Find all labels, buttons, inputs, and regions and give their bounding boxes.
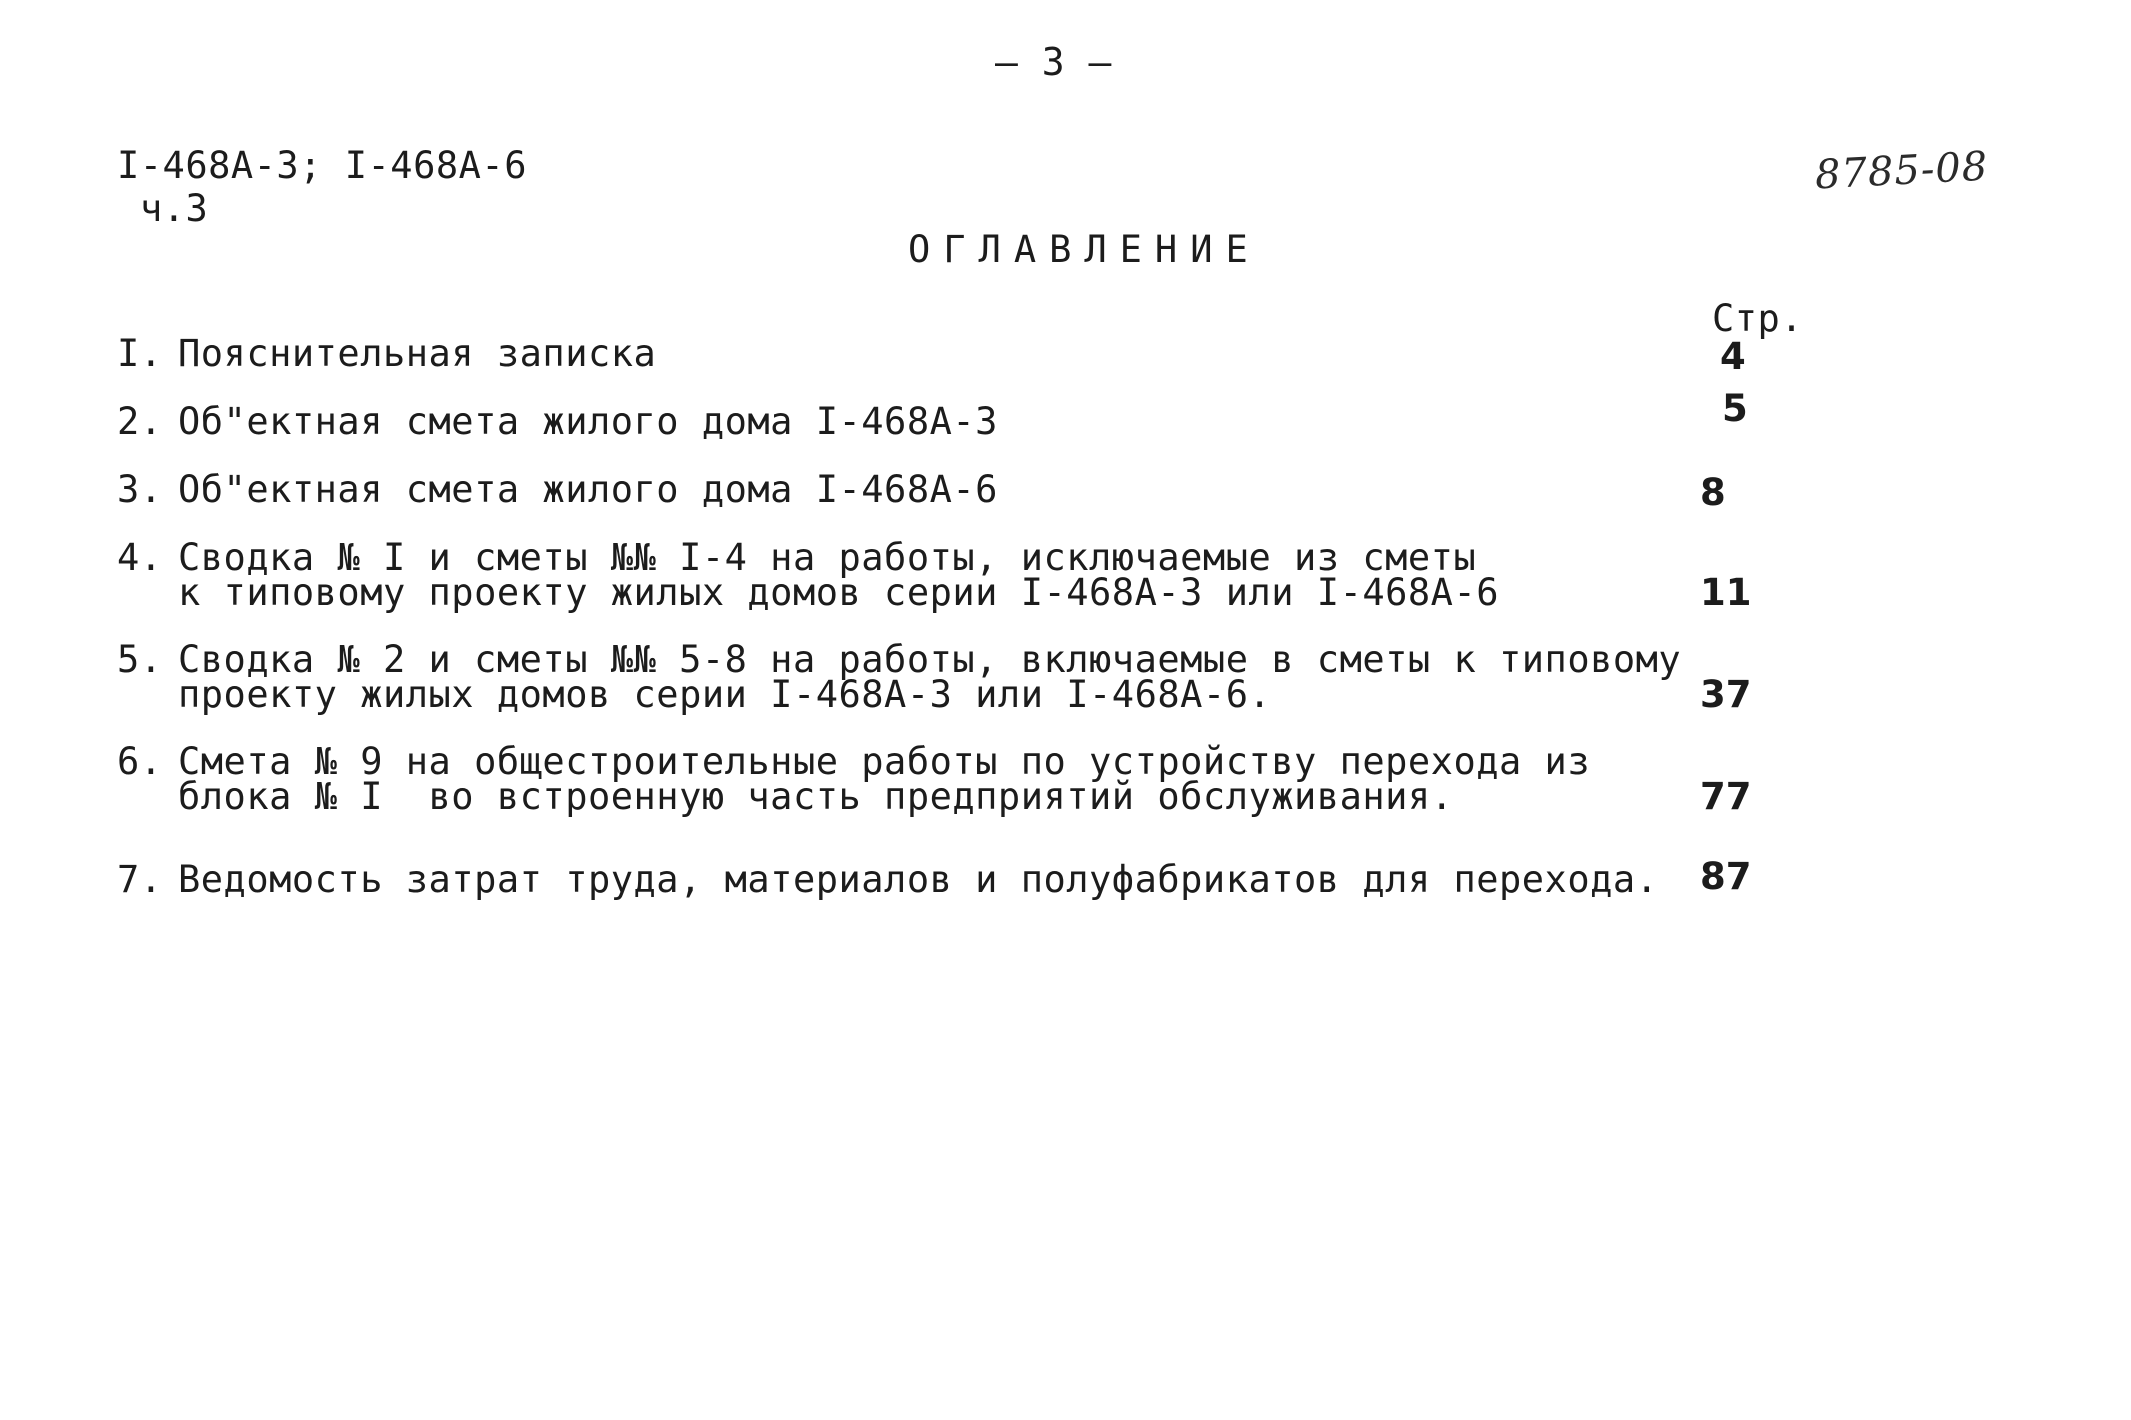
toc-item-text: Сводка № 2 и сметы №№ 5-8 на работы, включаемые в сметы к типовому <box>178 638 1682 681</box>
toc-item-text: проекту жилых домов серии I-468А-3 или I-468А-6. <box>178 673 1272 716</box>
toc-item-text: блока № I во встроенную часть предприятий обслуживания. <box>178 775 1454 818</box>
toc-item-text: Смета № 9 на общестроительные работы по устройству перехода из <box>178 740 1591 783</box>
toc-item-page: 11 <box>1700 571 1752 614</box>
toc-item-number: 3. <box>117 468 163 511</box>
toc-item-number: 4. <box>117 536 163 579</box>
archive-number: 8785-08 <box>1813 143 1990 199</box>
toc-item-page: 5 <box>1722 387 1748 430</box>
toc-item-number: 5. <box>117 638 163 681</box>
toc-item-text: Пояснительная записка <box>178 332 657 375</box>
toc-item-number: 6. <box>117 740 163 783</box>
toc-item-page: 4 <box>1720 335 1746 378</box>
toc-item-page: 8 <box>1700 471 1726 514</box>
toc-item-text: Об"ектная смета жилого дома I-468А-6 <box>178 468 998 511</box>
page-number: – 3 – <box>995 40 1112 84</box>
toc-item-number: 7. <box>117 858 163 901</box>
toc-item-page: 37 <box>1700 673 1752 716</box>
toc-item-text: Об"ектная смета жилого дома I-468А-3 <box>178 400 998 443</box>
toc-item-text: Ведомость затрат труда, материалов и полуфабрикатов для перехода. <box>178 858 1659 901</box>
toc-item-text: к типовому проекту жилых домов серии I-468А-3 или I-468А-6 <box>178 571 1500 614</box>
document-part: ч.3 <box>140 187 209 230</box>
toc-item-page: 87 <box>1700 855 1752 898</box>
toc-item-page: 77 <box>1700 775 1752 818</box>
document-code: I-468А-3; I-468А-6 <box>117 144 527 187</box>
toc-title: ОГЛАВЛЕНИЕ <box>908 228 1261 271</box>
toc-item-number: I. <box>117 332 163 375</box>
toc-item-number: 2. <box>117 400 163 443</box>
toc-item-text: Сводка № I и сметы №№ I-4 на работы, исключаемые из сметы <box>178 536 1477 579</box>
page-column-header: Стр. <box>1712 297 1804 340</box>
